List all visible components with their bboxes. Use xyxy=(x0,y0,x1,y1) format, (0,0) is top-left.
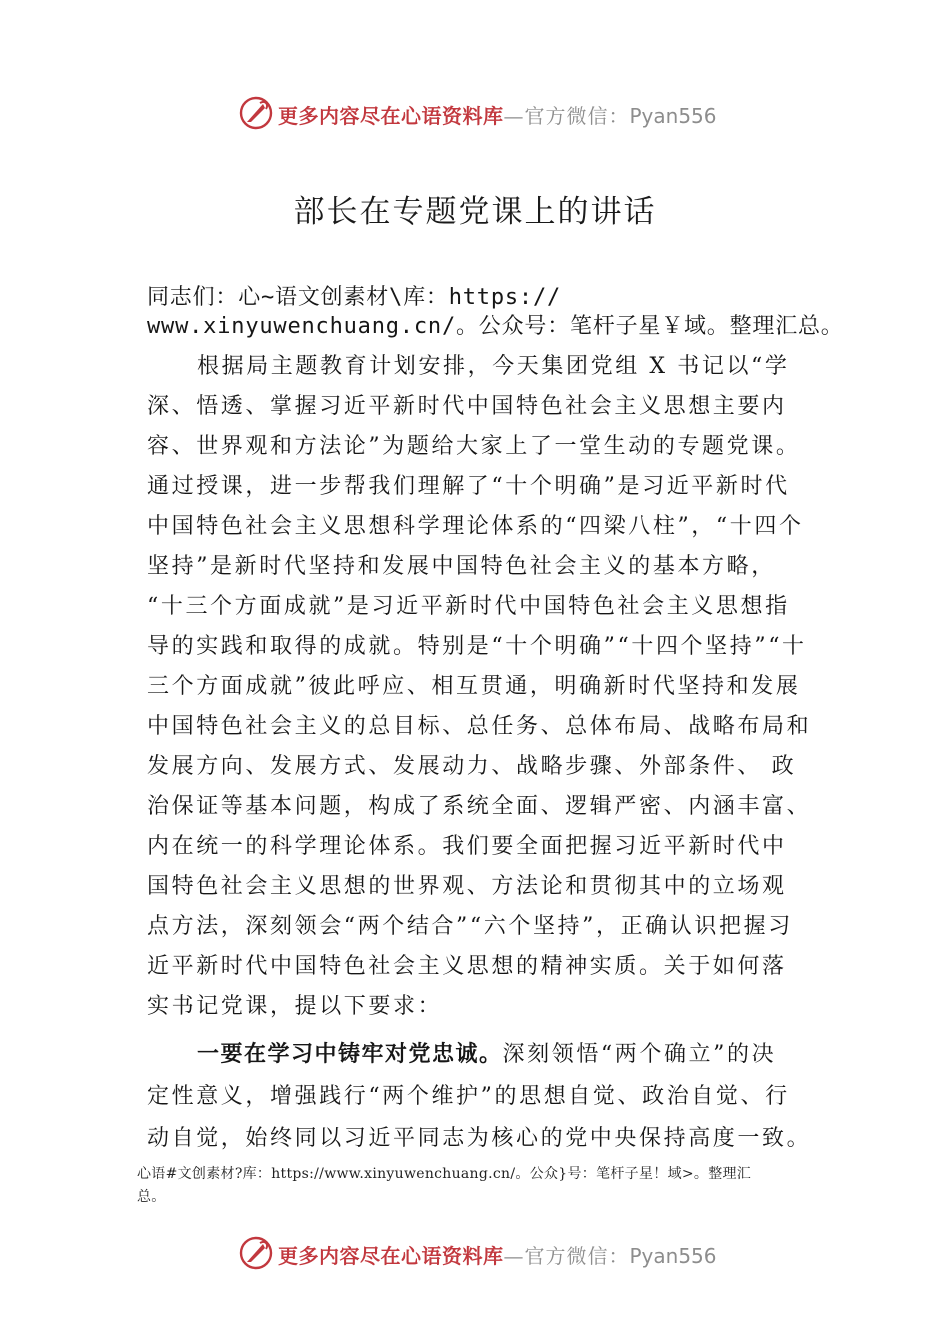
banner-wechat-label: —官方微信： xyxy=(503,1244,630,1268)
paragraph-line: 国特色社会主义思想的世界观、方法论和贯彻其中的立场观 xyxy=(147,874,787,899)
section-heading: 一要在学习中铸牢对党忠诚。 xyxy=(197,1042,503,1067)
paragraph-line: “十三个方面成就”是习近平新时代中国特色社会主义思想指 xyxy=(147,594,790,619)
paragraph-line: 中国特色社会主义思想科学理论体系的“四梁八柱”，“十四个 xyxy=(147,514,804,539)
paragraph-line: 发展方向、发展方式、发展动力、战略步骤、外部条件、 政 xyxy=(147,754,797,779)
footer-banner xyxy=(0,1233,950,1273)
quill-logo-icon xyxy=(238,1235,274,1271)
paragraph-line: 容、世界观和方法论”为题给大家上了一堂生动的专题党课。 xyxy=(147,434,801,459)
header-banner xyxy=(0,93,950,133)
paragraph-line: 导的实践和取得的成就。特别是“十个明确”“十四个坚持”“十 xyxy=(147,634,807,659)
paragraph-line: 近平新时代中国特色社会主义思想的精神实质。关于如何落 xyxy=(147,954,787,979)
banner-wechat-id: Pyan556 xyxy=(629,1244,717,1268)
paragraph-line: 中国特色社会主义的总目标、总任务、总体布局、战略布局和 xyxy=(147,714,812,739)
paragraph-2-first-line: 一要在学习中铸牢对党忠诚。深刻领悟“两个确立”的决 xyxy=(197,1042,777,1067)
salutation-line-1: 同志们：心~语文创素材\库：https:// xyxy=(147,285,562,310)
banner-text xyxy=(278,1240,717,1269)
banner-text xyxy=(278,100,717,129)
page-title: 部长在专题党课上的讲话 xyxy=(293,194,657,230)
paragraph-line: 通过授课，进一步帮我们理解了“十个明确”是习近平新时代 xyxy=(147,474,790,499)
salutation-line-2: www.xinyuwenchuang.cn/。公众号：笔杆子星￥域。整理汇总。 xyxy=(147,314,844,339)
paragraph-line: 坚持”是新时代坚持和发展中国特色社会主义的基本方略， xyxy=(147,554,776,579)
paragraph-line: 动自觉，始终同以习近平同志为核心的党中央保持高度一致。 xyxy=(147,1126,812,1151)
paragraph-line: 内在统一的科学理论体系。我们要全面把握习近平新时代中 xyxy=(147,834,787,859)
footer-note-line-1: 心语#文创素材?库：https://www.xinyuwenchuang.cn/。公众}号：笔杆子星！域>。整理汇 xyxy=(137,1166,752,1182)
paragraph-line: 点方法，深刻领会“两个结合”“六个坚持”，正确认识把握习 xyxy=(147,914,793,939)
paragraph-line: 实书记党课，提以下要求： xyxy=(147,994,443,1019)
banner-library-text: 更多内容尽在心语资料库 xyxy=(278,104,504,128)
banner-wechat-id: Pyan556 xyxy=(629,104,717,128)
paragraph-line: 根据局主题教育计划安排，今天集团党组 X 书记以“学 xyxy=(197,354,790,379)
banner-wechat-label: —官方微信： xyxy=(503,104,630,128)
paragraph-line: 治保证等基本问题，构成了系统全面、逻辑严密、内涵丰富、 xyxy=(147,794,812,819)
banner-library-text: 更多内容尽在心语资料库 xyxy=(278,1244,504,1268)
paragraph-line: 深、悟透、掌握习近平新时代中国特色社会主义思想主要内 xyxy=(147,394,787,419)
quill-logo-icon xyxy=(238,95,274,131)
paragraph-line: 三个方面成就”彼此呼应、相互贯通，明确新时代坚持和发展 xyxy=(147,674,801,699)
paragraph-line: 定性意义，增强践行“两个维护”的思想自觉、政治自觉、行 xyxy=(147,1084,790,1109)
footer-note-line-2: 总。 xyxy=(137,1189,166,1205)
